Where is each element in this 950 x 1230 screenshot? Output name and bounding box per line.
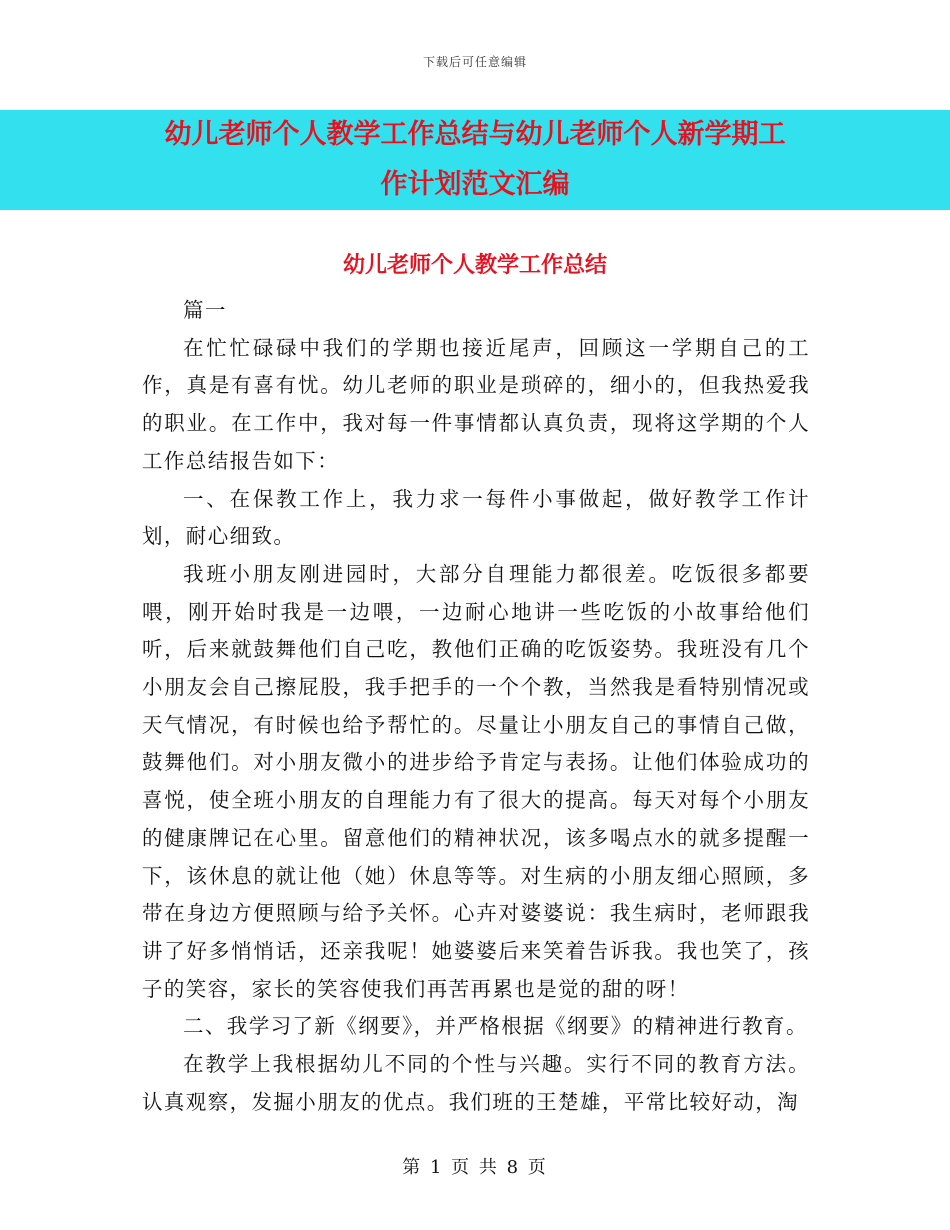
document-body <box>142 292 810 1121</box>
page-number-footer: 第 1 页 共 8 页 <box>402 1157 548 1178</box>
paragraph-point-two: 二、我学习了新《纲要》，并严格根据《纲要》的精神进行教育。 <box>183 1014 808 1039</box>
paragraph-teaching: 在教学上我根据幼儿不同的个性与兴趣。实行不同的教育方法。认真观察，发掘小朋友的优点。我们班的王楚雄，平常比较好动，淘 <box>142 1052 810 1114</box>
paragraph-self-care: 我班小朋友刚进园时，大部分自理能力都很差。吃饭很多都要喂，刚开始时我是一边喂，一边耐心地讲一些吃饭的小故事给他们听，后来就鼓舞他们自己吃，教他们正确的吃饭姿势。我班没有几个小朋友会自己擦屁股，我手把手的一个个教，当然我是看特别情况或天气情况，有时候也给予帮忙的。尽量让小朋友自己的事情自己做，鼓舞他们。对小朋友微小的进步给予肯定与表扬。让他们体验成功的喜悦，使全班小朋友的自理能力有了很大的提高。每天对每个小朋友的健康牌记在心里。留意他们的精神状况，该多喝点水的就多提醒一下，该休息的就让他（她）休息等等。对生病的小朋友细心照顾，多带在身边方便照顾与给予关怀。心卉对婆婆说：我生病时，老师跟我讲了好多悄悄话，还亲我呢！她婆婆后来笑着告诉我。我也笑了，孩子的笑容，家长的笑容使我们再苦再累也是觉的甜的呀！ <box>142 561 810 1001</box>
document-title <box>0 110 950 210</box>
paragraph-point-one: 一、在保教工作上，我力求一每件小事做起，做好教学工作计划，耐心细致。 <box>142 486 810 549</box>
page-header-note: 下载后可任意编辑 <box>422 55 527 69</box>
document-title-line-1: 幼儿老师个人教学工作总结与幼儿老师个人新学期工 <box>164 119 786 150</box>
paragraph-chapter-label: 篇一 <box>183 298 227 322</box>
document-title-line-2: 作计划范文汇编 <box>380 169 570 200</box>
paragraph-intro: 在忙忙碌碌中我们的学期也接近尾声，回顾这一学期自己的工作，真是有喜有忧。幼儿老师的职业是琐碎的，细小的，但我热爱我的职业。在工作中，我对每一件事情都认真负责，现将这学期的个人工作总结报告如下： <box>142 335 810 473</box>
section-title: 幼儿老师个人教学工作总结 <box>342 253 607 278</box>
